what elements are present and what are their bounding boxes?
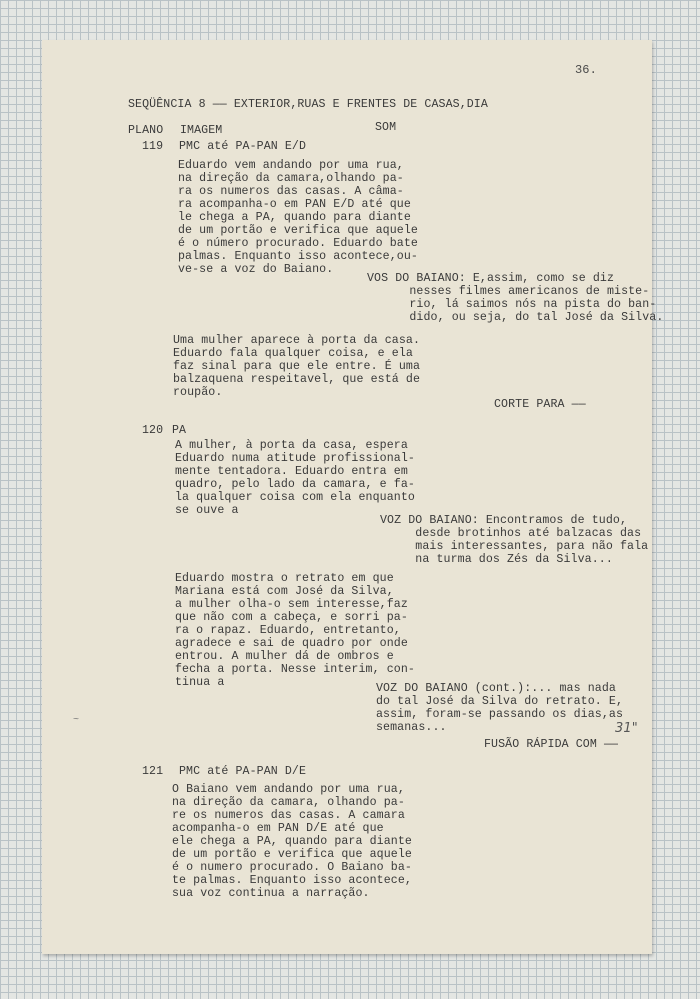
- shot-action: Uma mulher aparece à porta da casa. Eduardo fala qualquer coisa, e ela faz sinal para que ele entre. É uma balzaquena respeitavel, que está de roupão.: [173, 334, 421, 399]
- column-header-som: SOM: [375, 121, 397, 134]
- voice-over: VOZ DO BAIANO: Encontramos de tudo, desde brotinhos até balzacas das mais interessantes, para não fala na turma dos Zés da Silva...: [380, 514, 649, 566]
- shot-action: O Baiano vem andando por uma rua, na direção da camara, olhando pa- re os numeros das casas. A camara acompanha-o em PAN D/E até que ele chega a PA, quando para diante de um portão e verifica que aquele é o numero procurado. O Baiano ba- te palmas. Enquanto isso acontece, sua voz continua a narração.: [172, 783, 412, 900]
- shot-action: Eduardo mostra o retrato em que Mariana está com José da Silva, a mulher olha-o sem interesse,faz que não com a cabeça, e sorri pa- ra o rapaz. Eduardo, entretanto, agradece e sai de quadro por onde entrou. A mulher dá de ombros e fecha a porta. Nesse interim, con- tinua a: [175, 572, 415, 689]
- shot-framing: PMC até PA-PAN E/D: [179, 140, 307, 153]
- shot-action: Eduardo vem andando por uma rua, na direção da camara,olhando pa- ra os numeros das casas. A câma- ra acompanha-o em PAN E/D até que le chega a PA, quando para diante de um portão e verifica que aquele é o número procurado. Eduardo bate palmas. Enquanto isso acontece,ou- ve-se a voz do Baiano.: [178, 159, 418, 276]
- transition-cut: CORTE PARA ——: [494, 398, 586, 411]
- shot-framing: PMC até PA-PAN D/E: [179, 765, 307, 778]
- shot-action: A mulher, à porta da casa, espera Eduardo numa atitude profissional- mente tentadora. Eduardo entra em quadro, pelo lado da camara, e fa- la qualquer coisa com ela enquanto se ouve a: [175, 439, 415, 517]
- shot-number: 119: [142, 140, 164, 153]
- shot-framing: PA: [172, 424, 187, 437]
- transition-dissolve: FUSÃO RÁPIDA COM ——: [484, 738, 619, 751]
- typewritten-page: [42, 40, 664, 954]
- page-number: 36.: [575, 63, 597, 77]
- column-header-plano: PLANO: [128, 124, 164, 137]
- sequence-heading: SEQÜÊNCIA 8 —— EXTERIOR,RUAS E FRENTES DE CASAS,DIA: [128, 98, 488, 111]
- shot-number: 120: [142, 424, 164, 437]
- column-header-imagem: IMAGEM: [180, 124, 223, 137]
- shot-number: 121: [142, 765, 164, 778]
- voice-over: VOZ DO BAIANO (cont.):... mas nada do tal José da Silva do retrato. E, assim, foram-se passando os dias,as semanas...: [376, 682, 624, 734]
- margin-pencil-mark: ~: [73, 715, 80, 726]
- voice-over: VOS DO BAIANO: E,assim, como se diz nesses filmes americanos de miste- rio, lá saimos nós na pista do ban- dido, ou seja, do tal José da Silva.: [367, 272, 664, 324]
- handwritten-time-note: 31": [615, 721, 638, 736]
